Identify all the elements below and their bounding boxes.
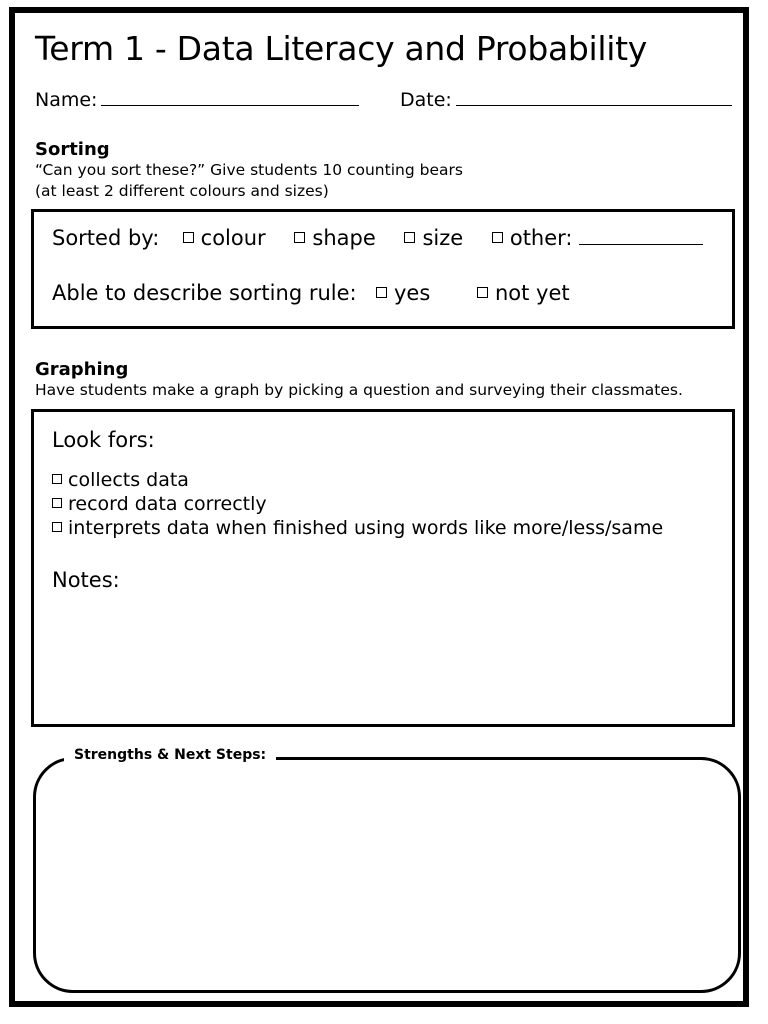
sorted-by-row [52, 226, 703, 250]
checkbox-icon[interactable] [477, 287, 488, 298]
worksheet-page [9, 7, 749, 1007]
option-yes[interactable]: yes [376, 281, 430, 305]
graphing-heading: Graphing [35, 359, 129, 380]
name-label: Name: [35, 89, 98, 111]
other-line[interactable] [579, 226, 703, 245]
option-colour[interactable]: colour [183, 226, 266, 250]
checkbox-icon[interactable] [52, 474, 62, 484]
checkbox-icon[interactable] [376, 287, 387, 298]
date-field[interactable] [400, 87, 732, 111]
strengths-label: Strengths & Next Steps: [64, 747, 276, 763]
date-line[interactable] [456, 87, 732, 106]
sorting-desc-line2: (at least 2 different colours and sizes) [35, 182, 329, 200]
sorting-desc-line1: “Can you sort these?” Give students 10 counting bears [35, 161, 463, 179]
checkbox-icon[interactable] [404, 232, 415, 243]
checkbox-icon[interactable] [52, 498, 62, 508]
option-shape[interactable]: shape [294, 226, 375, 250]
sorted-by-label: Sorted by: [52, 226, 160, 250]
describe-rule-row [52, 281, 592, 305]
option-not-yet[interactable]: not yet [477, 281, 570, 305]
look-for-item[interactable]: collects data [52, 469, 189, 491]
sorting-box [31, 209, 735, 329]
checkbox-icon[interactable] [52, 522, 62, 532]
look-for-item[interactable]: record data correctly [52, 493, 267, 515]
page-title: Term 1 - Data Literacy and Probability [35, 29, 648, 68]
checkbox-icon[interactable] [183, 232, 194, 243]
graphing-box [31, 409, 735, 727]
sorting-heading: Sorting [35, 139, 110, 160]
checkbox-icon[interactable] [294, 232, 305, 243]
look-for-item[interactable]: interprets data when finished using words like more/less/same [52, 517, 663, 539]
option-size[interactable]: size [404, 226, 463, 250]
strengths-box[interactable] [33, 747, 741, 993]
option-other[interactable]: other: [492, 226, 703, 250]
date-label: Date: [400, 89, 452, 111]
look-fors-label: Look fors: [52, 428, 155, 452]
checkbox-icon[interactable] [492, 232, 503, 243]
graphing-desc: Have students make a graph by picking a question and surveying their classmates. [35, 381, 683, 399]
describe-rule-label: Able to describe sorting rule: [52, 281, 357, 305]
name-line[interactable] [101, 87, 359, 106]
notes-label: Notes: [52, 568, 120, 592]
name-field[interactable] [35, 87, 359, 111]
